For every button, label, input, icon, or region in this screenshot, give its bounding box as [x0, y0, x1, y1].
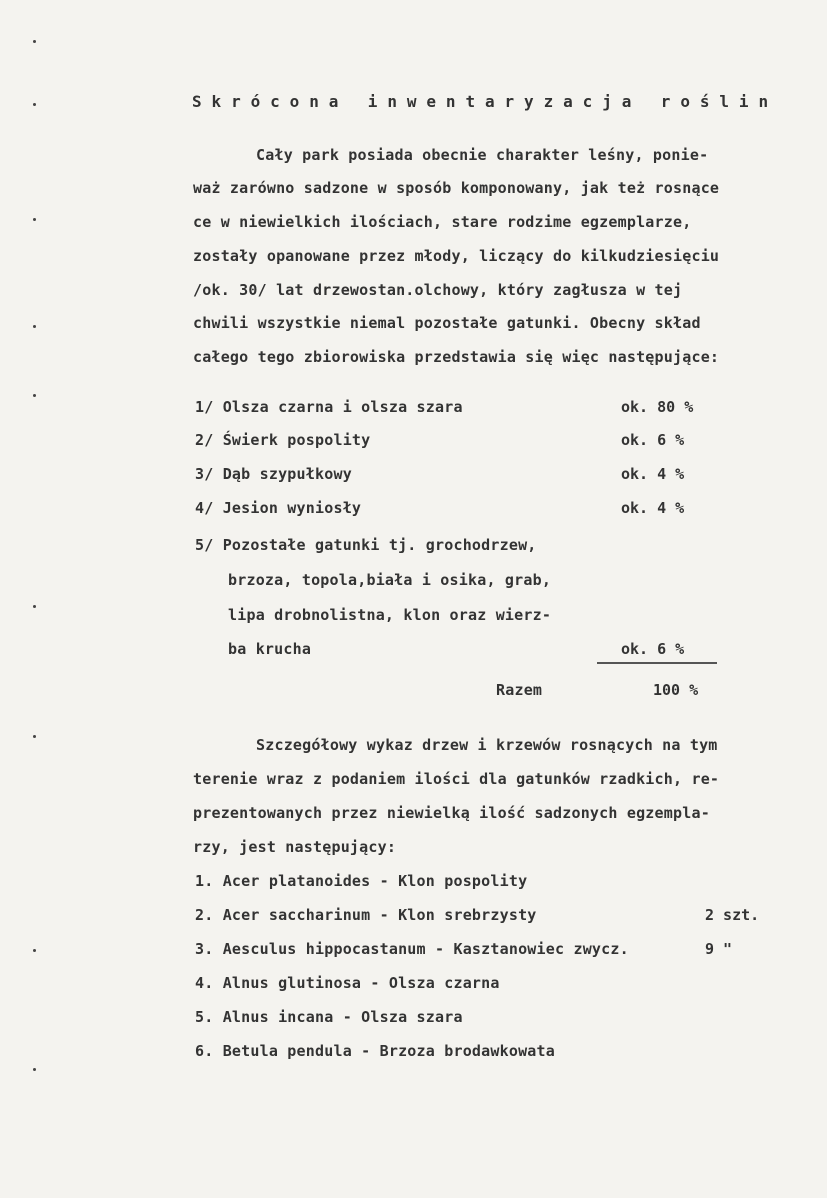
margin-mark: [33, 949, 36, 952]
species-item-5-line: 5/ Pozostałe gatunki tj. grochodrzew,: [195, 536, 537, 554]
total-label: Razem: [496, 681, 543, 699]
margin-mark: [33, 605, 36, 608]
margin-mark: [33, 103, 36, 106]
species-item-label: 4/ Jesion wyniosły: [195, 499, 362, 517]
detail-line: prezentowanych przez niewielką ilość sadzonych egzempla-: [193, 804, 710, 822]
margin-mark: [33, 394, 36, 397]
species-item-5-line: brzoza, topola,biała i osika, grab,: [228, 571, 552, 589]
detail-item: 1. Acer platanoides - Klon pospolity: [195, 872, 528, 890]
total-value: 100 %: [653, 681, 699, 699]
detail-line: Szczegółowy wykaz drzew i krzewów rosnących na tym: [256, 736, 718, 754]
margin-mark: [33, 1068, 36, 1071]
intro-line: całego tego zbiorowiska przedstawia się więc następujące:: [193, 348, 720, 366]
intro-line: waż zarówno sadzone w sposób komponowany, jak też rosnące: [193, 179, 720, 197]
species-item-label: 3/ Dąb szypułkowy: [195, 465, 352, 483]
margin-mark: [33, 218, 36, 221]
detail-item: 3. Aesculus hippocastanum - Kasztanowiec zwycz.: [195, 940, 629, 958]
intro-line: zostały opanowane przez młody, liczący do kilkudziesięciu: [193, 247, 720, 265]
margin-mark: [33, 735, 36, 738]
detail-item-count: 9 ": [705, 940, 733, 958]
species-item-pct: ok. 4 %: [621, 499, 685, 517]
detail-item: 2. Acer saccharinum - Klon srebrzysty: [195, 906, 537, 924]
detail-item: 5. Alnus incana - Olsza szara: [195, 1008, 463, 1026]
species-item-label: 2/ Świerk pospolity: [195, 431, 371, 449]
detail-item: 6. Betula pendula - Brzoza brodawkowata: [195, 1042, 555, 1060]
species-item-pct: ok. 6 %: [621, 640, 685, 658]
page-title: Skrócona inwentaryzacja roślin: [192, 92, 778, 111]
detail-line: terenie wraz z podaniem ilości dla gatunków rzadkich, re-: [193, 770, 720, 788]
margin-mark: [33, 40, 36, 43]
intro-line: chwili wszystkie niemal pozostałe gatunki. Obecny skład: [193, 314, 701, 332]
detail-line: rzy, jest następujący:: [193, 838, 397, 856]
detail-item-count: 2 szt.: [705, 906, 760, 924]
species-item-pct: ok. 6 %: [621, 431, 685, 449]
species-item-5-line: lipa drobnolistna, klon oraz wierz-: [228, 606, 552, 624]
margin-mark: [33, 325, 36, 328]
intro-line: Cały park posiada obecnie charakter leśny, ponie-: [256, 146, 709, 164]
species-item-pct: ok. 4 %: [621, 465, 685, 483]
sum-underline: [597, 662, 717, 664]
species-item-5-line: ba krucha: [228, 640, 312, 658]
detail-item: 4. Alnus glutinosa - Olsza czarna: [195, 974, 500, 992]
intro-line: /ok. 30/ lat drzewostan.olchowy, który zagłusza w tej: [193, 281, 683, 299]
species-item-pct: ok. 80 %: [621, 398, 694, 416]
intro-line: ce w niewielkich ilościach, stare rodzime egzemplarze,: [193, 213, 692, 231]
species-item-label: 1/ Olsza czarna i olsza szara: [195, 398, 463, 416]
